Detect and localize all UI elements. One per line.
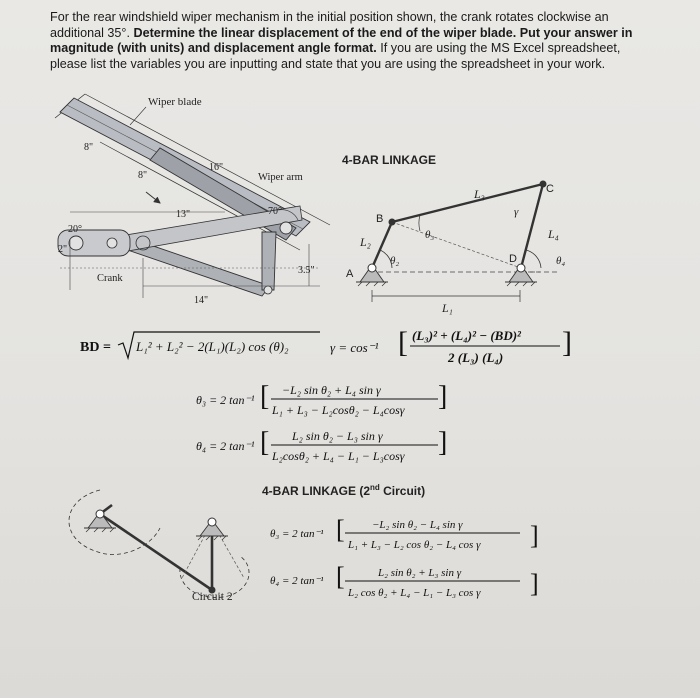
eq-theta3-num: −L₂ sin θ₂ + L₄ sin γ	[282, 383, 381, 397]
eq-bd-lhs: BD =	[80, 340, 111, 355]
linkage-title: 4-BAR LINKAGE	[342, 153, 437, 167]
crank-pivot-icon	[69, 236, 83, 250]
ground-A-icon	[356, 264, 388, 286]
four-bar-schematic	[342, 153, 565, 315]
svg-text:[: [	[260, 427, 270, 458]
svg-text:[: [	[398, 326, 408, 359]
label-theta3: θ₃	[425, 229, 435, 241]
eq-gamma-den: 2 (L₃) (L₄)	[448, 350, 504, 365]
dim-8b-label: 8"	[138, 170, 148, 181]
equation-gamma	[330, 326, 572, 365]
wiper-blade-label: Wiper blade	[148, 96, 202, 108]
c2-theta3-lhs: θ₃ = 2 tan⁻¹	[270, 528, 324, 540]
svg-text:]: ]	[562, 326, 572, 359]
wiper-arm-label: Wiper arm	[258, 172, 303, 183]
circuit2-equation-theta4	[270, 562, 539, 599]
c2-theta4-den: L₂ cos θ₂ + L₄ − L₁ − L₃ cos γ	[348, 587, 481, 599]
equation-bd	[80, 332, 320, 358]
svg-text:]: ]	[438, 381, 448, 412]
eq-gamma-num: (L₃)² + (L₄)² − (BD)²	[412, 328, 521, 343]
equation-theta4	[196, 427, 447, 463]
c2-theta3-num: −L₂ sin θ₂ − L₄ sin γ	[372, 519, 463, 531]
eq-theta4-den: L₂cosθ₂ + L₄ − L₁ − L₃cosγ	[272, 449, 405, 463]
eq-bd-rhs: L₁² + L₂² − 2(L₁)(L₂) cos (θ)₂	[136, 339, 289, 354]
joint-B-icon	[389, 219, 396, 226]
svg-text:[: [	[260, 381, 270, 412]
dim-16-label: 16"	[209, 162, 224, 173]
label-C: C	[546, 183, 554, 195]
svg-text:]: ]	[530, 521, 539, 550]
dim-13-label: 13"	[176, 209, 191, 220]
label-B: B	[376, 213, 384, 225]
problem-text-bold: Determine the linear displacement of the end of the wiper blade. Put your answer in magnitude (with units) and displacement angle format.	[50, 25, 633, 56]
svg-text:]: ]	[530, 569, 539, 598]
c2-theta4-lhs: θ₄ = 2 tan⁻¹	[270, 575, 324, 587]
circuit2-figure	[69, 490, 249, 603]
svg-text:]: ]	[438, 427, 448, 458]
ground-D-icon	[505, 264, 537, 286]
label-L3: L₃	[474, 187, 485, 201]
dim-8a-label: 8"	[84, 142, 94, 153]
c2-theta3-den: L₁ + L₃ − L₂ cos θ₂ − L₄ cos γ	[348, 539, 481, 551]
dim-35-label: 3.5"	[298, 265, 315, 276]
eq-gamma-lhs: γ = cos⁻¹	[330, 340, 379, 355]
dim-20-label: 20°	[68, 224, 82, 235]
link-L2	[372, 222, 392, 268]
label-L4: L₄	[548, 227, 559, 241]
circuit2-equation-theta3	[270, 515, 539, 551]
link-L4	[521, 184, 543, 268]
dim-14-label: 14"	[194, 295, 209, 306]
dim-70-label: 70°	[268, 206, 282, 217]
problem-text-2: If you are using the MS Excel spreadsheet, please list the variables you are inputting and state that you are using the spreadsheet in your work.	[50, 41, 621, 71]
wiper-mechanism-figure	[55, 94, 330, 306]
svg-text:[: [	[336, 562, 345, 591]
dim-2-label: 2"	[58, 244, 68, 255]
circuit2-title	[262, 483, 425, 498]
circuit2-label: Circuit 2	[192, 591, 233, 603]
equation-theta3	[196, 381, 447, 417]
svg-text:[: [	[336, 515, 345, 544]
problem-text-1: For the rear windshield wiper mechanism in the initial position shown, the crank rotates clockwise an additional 35°.	[50, 10, 609, 40]
c2-theta4-num: L₂ sin θ₂ + L₃ sin γ	[378, 567, 462, 579]
label-D: D	[509, 253, 517, 265]
crank-label: Crank	[97, 273, 123, 284]
link-L3	[392, 184, 543, 222]
label-L1: L₁	[442, 301, 453, 315]
circuit2-title-end: Circuit)	[379, 484, 426, 498]
eq-theta3-lhs: θ₃ = 2 tan⁻¹	[196, 393, 255, 407]
eq-theta4-num: L₂ sin θ₂ − L₃ sin γ	[292, 429, 383, 443]
circuit2-title-sup: nd	[370, 483, 380, 492]
label-theta2: θ₂	[390, 255, 400, 267]
label-A: A	[346, 268, 354, 280]
label-gamma: γ	[514, 206, 519, 218]
eq-theta3-den: L₁ + L₃ − L₂cosθ₂ − L₄cosγ	[272, 403, 405, 417]
label-L2: L₂	[360, 235, 371, 249]
circuit2-title-main: 4-BAR LINKAGE (2	[262, 484, 371, 498]
label-theta4: θ₄	[556, 255, 566, 267]
eq-theta4-lhs: θ₄ = 2 tan⁻¹	[196, 439, 255, 453]
